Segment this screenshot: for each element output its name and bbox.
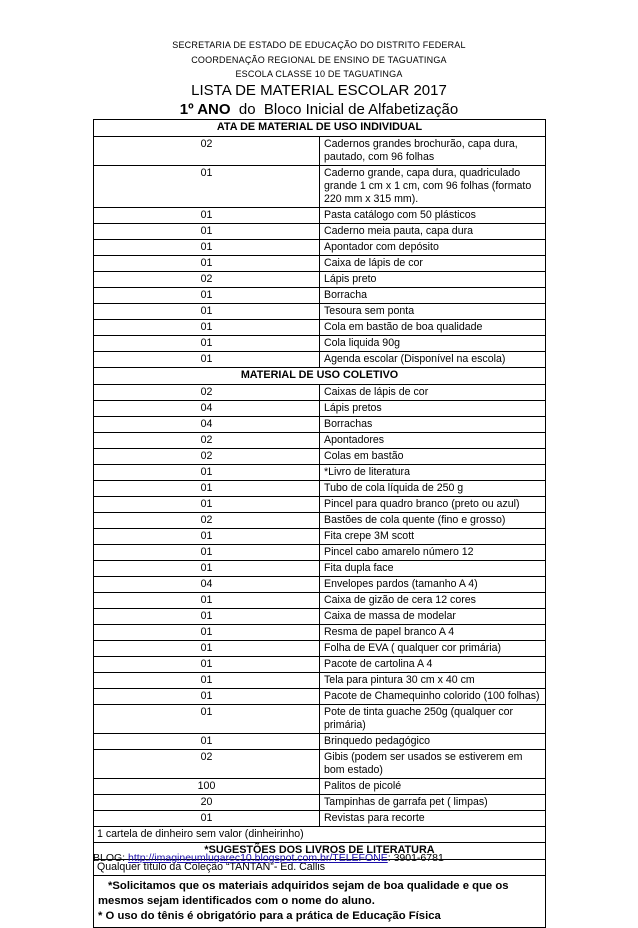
item-quantity: 01 — [94, 657, 320, 673]
table-row — [94, 545, 546, 561]
item-description: Fita crepe 3M scott — [320, 529, 546, 545]
notes-cell — [94, 876, 546, 928]
footer-label: BLOG: — [93, 852, 129, 864]
table-row — [94, 401, 546, 417]
table-row — [94, 811, 546, 827]
extra-item: 1 cartela de dinheiro sem valor (dinheirinho) — [94, 827, 546, 843]
table-row — [94, 352, 546, 368]
item-quantity: 01 — [94, 224, 320, 240]
item-description: Fita dupla face — [320, 561, 546, 577]
header-coordenacao: COORDENAÇÃO REGIONAL DE ENSINO DE TAGUATINGA — [191, 55, 447, 65]
item-description: Tubo de cola líquida de 250 g — [320, 481, 546, 497]
item-quantity: 01 — [94, 625, 320, 641]
item-description: Caderno grande, capa dura, quadriculado grande 1 cm x 1 cm, com 96 folhas (formato 220 mm x 315 mm). — [320, 166, 546, 208]
item-quantity: 04 — [94, 417, 320, 433]
item-description: Borrachas — [320, 417, 546, 433]
item-quantity: 01 — [94, 481, 320, 497]
table-row — [94, 224, 546, 240]
table-row — [94, 625, 546, 641]
item-description: Caixas de lápis de cor — [320, 385, 546, 401]
item-quantity: 02 — [94, 137, 320, 166]
item-quantity: 02 — [94, 449, 320, 465]
item-description: Caixa de gizão de cera 12 cores — [320, 593, 546, 609]
item-quantity: 01 — [94, 497, 320, 513]
item-description: *Livro de literatura — [320, 465, 546, 481]
item-description: Caderno meia pauta, capa dura — [320, 224, 546, 240]
item-quantity: 01 — [94, 705, 320, 734]
item-description: Pasta catálogo com 50 plásticos — [320, 208, 546, 224]
item-quantity: 01 — [94, 529, 320, 545]
table-row — [94, 166, 546, 208]
item-description: Colas em bastão — [320, 449, 546, 465]
item-quantity: 100 — [94, 779, 320, 795]
table-row — [94, 513, 546, 529]
table-row — [94, 137, 546, 166]
item-quantity: 02 — [94, 385, 320, 401]
table-row — [94, 272, 546, 288]
item-quantity: 01 — [94, 465, 320, 481]
item-quantity: 01 — [94, 734, 320, 750]
section-collective-heading-row — [94, 368, 546, 385]
table-row — [94, 304, 546, 320]
item-description: Lápis pretos — [320, 401, 546, 417]
item-description: Cadernos grandes brochurão, capa dura, pautado, com 96 folhas — [320, 137, 546, 166]
item-quantity: 01 — [94, 336, 320, 352]
footer-phone: : 3901-6781 — [387, 852, 444, 864]
table-row — [94, 497, 546, 513]
item-description: Cola em bastão de boa qualidade — [320, 320, 546, 336]
item-quantity: 02 — [94, 750, 320, 779]
table-row — [94, 657, 546, 673]
table-row — [94, 336, 546, 352]
item-description: Caixa de massa de modelar — [320, 609, 546, 625]
table-row — [94, 705, 546, 734]
table-row — [94, 577, 546, 593]
item-description: Pincel cabo amarelo número 12 — [320, 545, 546, 561]
item-description: Tesoura sem ponta — [320, 304, 546, 320]
item-quantity: 01 — [94, 641, 320, 657]
table-row — [94, 795, 546, 811]
header-escola: ESCOLA CLASSE 10 DE TAGUATINGA — [235, 69, 403, 79]
footer-blog — [93, 852, 444, 864]
item-quantity: 01 — [94, 689, 320, 705]
item-description: Pacote de Chamequinho colorido (100 folhas) — [320, 689, 546, 705]
table-row — [94, 734, 546, 750]
table-row — [94, 529, 546, 545]
item-quantity: 04 — [94, 401, 320, 417]
extra-item-row — [94, 827, 546, 843]
item-quantity: 02 — [94, 433, 320, 449]
table-row — [94, 449, 546, 465]
books-text: Qualquer título da Coleção “TANTAN”- Ed. Callis — [94, 860, 546, 876]
item-quantity: 01 — [94, 545, 320, 561]
item-quantity: 01 — [94, 673, 320, 689]
item-quantity: 01 — [94, 320, 320, 336]
item-description: Envelopes pardos (tamanho A 4) — [320, 577, 546, 593]
table-row — [94, 320, 546, 336]
table-row — [94, 609, 546, 625]
item-description: Borracha — [320, 288, 546, 304]
item-quantity: 01 — [94, 240, 320, 256]
item-description: Revistas para recorte — [320, 811, 546, 827]
section-individual-header — [94, 120, 546, 137]
table-row — [94, 385, 546, 401]
item-description: Bastões de cola quente (fino e grosso) — [320, 513, 546, 529]
notes-row — [94, 876, 546, 928]
item-description: Pote de tinta guache 250g (qualquer cor primária) — [320, 705, 546, 734]
blog-link[interactable]: http://imagineumlugarec10.blogspot.com.br/TELEFONE — [128, 852, 388, 864]
item-description: Pincel para quadro branco (preto ou azul) — [320, 497, 546, 513]
grade-label: 1º ANO — [179, 101, 231, 118]
material-table — [93, 119, 546, 928]
item-quantity: 02 — [94, 513, 320, 529]
item-quantity: 01 — [94, 166, 320, 208]
item-description: Apontadores — [320, 433, 546, 449]
item-description: Gibis (podem ser usados se estiverem em bom estado) — [320, 750, 546, 779]
item-quantity: 01 — [94, 609, 320, 625]
item-description: Caixa de lápis de cor — [320, 256, 546, 272]
subtitle-rest: do Bloco Inicial de Alfabetização — [230, 101, 459, 118]
item-quantity: 01 — [94, 593, 320, 609]
item-quantity: 01 — [94, 208, 320, 224]
page-title: LISTA DE MATERIAL ESCOLAR 2017 — [191, 82, 447, 99]
table-row — [94, 288, 546, 304]
table-row — [94, 433, 546, 449]
item-quantity: 02 — [94, 272, 320, 288]
item-description: Cola liquida 90g — [320, 336, 546, 352]
item-quantity: 04 — [94, 577, 320, 593]
header-secretaria: SECRETARIA DE ESTADO DE EDUCAÇÃO DO DISTRITO FEDERAL — [172, 40, 466, 50]
note-quality: *Solicitamos que os materiais adquiridos sejam de boa qualidade e que os mesmos sejam identificados com o nome do aluno. — [98, 880, 509, 907]
item-description: Pacote de cartolina A 4 — [320, 657, 546, 673]
table-row — [94, 256, 546, 272]
table-row — [94, 689, 546, 705]
table-row — [94, 641, 546, 657]
item-quantity: 01 — [94, 256, 320, 272]
item-description: Folha de EVA ( qualquer cor primária) — [320, 641, 546, 657]
item-description: Tela para pintura 30 cm x 40 cm — [320, 673, 546, 689]
page-subtitle — [0, 101, 638, 118]
item-description: Apontador com depósito — [320, 240, 546, 256]
item-description: Lápis preto — [320, 272, 546, 288]
table-row — [94, 779, 546, 795]
item-description: Palitos de picolé — [320, 779, 546, 795]
item-quantity: 01 — [94, 352, 320, 368]
table-row — [94, 417, 546, 433]
section-books-heading: *SUGESTÕES DOS LIVROS DE LITERATURA — [94, 843, 546, 860]
table-row — [94, 673, 546, 689]
item-description: Tampinhas de garrafa pet ( limpas) — [320, 795, 546, 811]
item-quantity: 01 — [94, 811, 320, 827]
item-quantity: 20 — [94, 795, 320, 811]
table-row — [94, 481, 546, 497]
item-quantity: 01 — [94, 561, 320, 577]
item-description: Resma de papel branco A 4 — [320, 625, 546, 641]
section-individual-heading: ATA DE MATERIAL DE USO INDIVIDUAL — [94, 120, 546, 137]
item-description: Brinquedo pedagógico — [320, 734, 546, 750]
table-row — [94, 208, 546, 224]
table-row — [94, 561, 546, 577]
table-row — [94, 240, 546, 256]
item-description: Agenda escolar (Disponível na escola) — [320, 352, 546, 368]
item-quantity: 01 — [94, 304, 320, 320]
table-row — [94, 593, 546, 609]
item-quantity: 01 — [94, 288, 320, 304]
table-row — [94, 750, 546, 779]
material-table-body — [94, 120, 546, 928]
note-tenis: * O uso do tênis é obrigatório para a prática de Educação Física — [98, 910, 441, 922]
table-row — [94, 465, 546, 481]
section-collective-heading: MATERIAL DE USO COLETIVO — [94, 368, 546, 385]
